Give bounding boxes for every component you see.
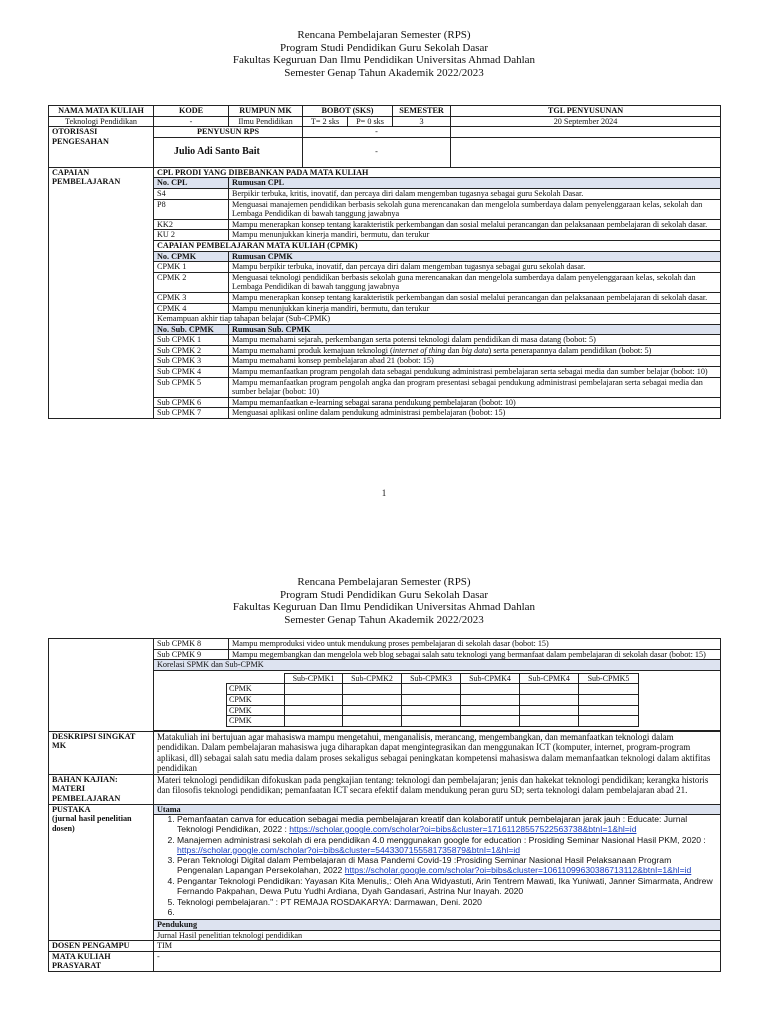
bahan-label: BAHAN KAJIAN: MATERI PEMBELAJARAN: [49, 774, 154, 804]
page1-header: [0, 29, 768, 79]
pendukung-text: Jurnal Hasil penelitian teknologi pendidikan: [154, 930, 721, 941]
cpl-title: CPL PRODI YANG DIBEBANKAN PADA MATA KULIAH: [154, 167, 721, 178]
program-name: Program Studi Pendidikan Guru Sekolah Dasar: [279, 41, 489, 54]
course-date: 20 September 2024: [451, 116, 721, 127]
reference-list: [157, 815, 717, 918]
page-number: 1: [381, 488, 387, 498]
faculty-name: Fakultas Keguruan Dan Ilmu Pendidikan Universitas Ahmad Dahlan: [232, 601, 536, 613]
capaian-label: CAPAIAN PEMBELAJARAN: [49, 167, 154, 418]
korelasi-table: [226, 673, 639, 727]
otorisasi-empty-2: [451, 137, 721, 167]
korelasi-row: CPMK: [227, 716, 285, 727]
deskripsi-text: Matakuliah ini bertujuan agar mahasiswa mampu mengetahui, menganalisis, merancang, mengembangkan, dan memanfaatkan teknologi dalam pendidikan. Dalam pembelajaran mahasiswa juga diharapkan dapat mengintegrasikan dan menggunakan ICT (komputer, internet, program-program aplikasi, dll) sebagai salah satu media dalam proses sekaligus sebagai peningkatan kompetensi mahasiswa dalam memanfaatkan teknologi dalam aktifitas pendidikan: [154, 731, 721, 774]
korelasi-row: CPMK: [227, 694, 285, 705]
header-nama-mk: NAMA MATA KULIAH: [49, 106, 154, 117]
prasyarat-label: MATA KULIAH PRASYARAT: [49, 951, 154, 971]
cpl-no: KK2: [154, 219, 229, 230]
penyusun-label: PENYUSUN RPS: [154, 127, 303, 138]
sub-cpmk-no: Sub CPMK 1: [154, 335, 229, 346]
sub-cpmk-text: Mampu memahami sejarah, perkembangan serta potensi teknologi dalam pendidikan di masa datang (bobot: 5): [229, 335, 721, 346]
korelasi-col: Sub-CPMK5: [579, 673, 639, 684]
otorisasi-label: OTORISASI PENGESAHAN: [49, 127, 154, 168]
cpmk-text: Mampu menunjukkan kinerja mandiri, bermutu, dan terukur: [229, 303, 721, 314]
semester-label: Semester Genap Tahun Akademik 2022/2023: [284, 613, 484, 626]
korelasi-title: Korelasi SPMK dan Sub-CPMK: [154, 660, 721, 671]
korelasi-col: Sub-CPMK4: [461, 673, 520, 684]
reference-item: 3. Peran Teknologi Digital dalam Pembelajaran di Masa Pandemi Covid-19 :Prosiding Seminar Nasional Hasil Pelaksanaan Program Pengenalan Lapangan Persekolahan, 2022 https://scholar.google.com/scholar?oi=bibs&cluster=10611099630386713112&btnI=1&hl=id: [177, 856, 717, 876]
sub2-italic-bigdata: big data: [461, 345, 489, 355]
reference-item: 5. Teknologi pembelajaran." : PT REMAJA ROSDAKARYA: Darmawan, Deni. 2020: [177, 898, 717, 908]
pendukung-label: Pendukung: [154, 920, 721, 931]
sub-cpmk-text: Mampu megembangkan dan mengelola web blog sebagai salah satu teknologi yang bermanfaat dalam pembelajaran di sekolah dasar (bobot: 15): [229, 649, 721, 660]
deskripsi-label: DESKRIPSI SINGKAT MK: [49, 731, 154, 774]
sub-cpmk-text: Mampu memanfaatkan program pengolah data sebagai pendukung administrasi pembelajaran serta sebagai media dan sumber belajar (bobot: 10): [229, 367, 721, 378]
semester-label: Semester Genap Tahun Akademik 2022/2023: [284, 66, 484, 79]
course-code: -: [154, 116, 229, 127]
sub-cpmk-text: Mampu memproduksi video untuk mendukung proses pembelajaran di sekolah dasar (bobot: 15): [229, 639, 721, 650]
bahan-text: Materi teknologi pendidikan difokuskan pada pengkajian tentang: teknologi dan pembelajaran; jenis dan hakekat teknologi pendidikan; kerangka historis dan filosofis teknologi pendidikan; pemanfaatan ICT secara efektif dalam mendukung peran guru SD; serta teknologi dalam pembelajaran abad 21.: [154, 774, 721, 804]
cpl-no: S4: [154, 188, 229, 199]
sub-cpmk-no: Sub CPMK 7: [154, 408, 229, 419]
course-bobot-t: T= 2 sks: [303, 116, 348, 127]
doc-title: Rencana Pembelajaran Semester (RPS): [297, 576, 471, 588]
reference-link[interactable]: https://scholar.google.com/scholar?oi=bibs&cluster=5443307155581735879&btnI=1&hl=id: [177, 844, 521, 855]
prasyarat-value: -: [154, 951, 721, 971]
cpmk-text: Mampu berpikir terbuka, inovatif, dan percaya diri dalam mengemban tugasnya sebagai guru sekolah dasar.: [229, 262, 721, 273]
header-rumpun: RUMPUN MK: [229, 106, 303, 117]
reference-item: [177, 908, 717, 918]
cpl-no: P8: [154, 199, 229, 219]
sub-cpmk-text: [229, 345, 721, 356]
cpl-col-rumusan: Rumusan CPL: [229, 178, 721, 189]
sub-cpmk-text: Mampu memanfaatkan e-learning sebagai sarana pendukung pembelajaran (bobot: 10): [229, 397, 721, 408]
sub-cpmk-text: Mampu memahami konsep pembelajaran abad 21 (bobot: 15): [229, 356, 721, 367]
header-kode: KODE: [154, 106, 229, 117]
dosen-label: DOSEN PENGAMPU: [49, 941, 154, 952]
header-tgl: TGL PENYUSUNAN: [451, 106, 721, 117]
reference-link[interactable]: https://scholar.google.com/scholar?oi=bibs&cluster=10611099630386713112&btnI=1&hl=id: [344, 865, 692, 876]
cpmk-col-rumusan: Rumusan CPMK: [229, 251, 721, 262]
course-semester: 3: [393, 116, 451, 127]
cpl-no: KU 2: [154, 230, 229, 241]
course-name: Teknologi Pendidikan: [49, 116, 154, 127]
cpmk-title: CAPAIAN PEMBELAJARAN MATA KULIAH (CPMK): [154, 240, 721, 251]
sub-col-no: No. Sub. CPMK: [154, 324, 229, 335]
sub-cpmk-no: Sub CPMK 4: [154, 367, 229, 378]
cpmk-text: Menguasai teknologi pendidikan berbasis sekolah guna merencanakan dan mengelola sumberdaya dalam penyelenggaraan kelas, sekolah dan Lembaga Pendidikan di bawah tanggung jawabnya: [229, 272, 721, 292]
cpl-text: Mampu menerapkan konsep tentang karakteristik perkembangan dan sosial melalui perancangan dan pelaksanaan pembelajaran di sekolah dasar.: [229, 219, 721, 230]
reference-item: 4. Pengantar Teknologi Pendidikan: Yayasan Kita Menulis,: Oleh Ana Widyastuti, Arin Tentrem Mawati, Ika Yuniwati, Janner Simarmata, Andrew Fernando Pakpahan, Dewa Putu Yudhi Ardiana, Dyah Gandasari, Astrina Nur Inayah. 2020: [177, 877, 717, 897]
sub-cpmk-no: Sub CPMK 8: [154, 639, 229, 650]
rps-table-page1: [48, 105, 721, 419]
reference-link[interactable]: https://scholar.google.com/scholar?oi=bibs&cluster=17161128557522563738&btnI=1&hl=id: [289, 823, 637, 834]
penyusun-name: Julio Adi Santo Bait: [154, 137, 303, 167]
doc-title: Rencana Pembelajaran Semester (RPS): [297, 29, 471, 41]
reference-item: 1. Pemanfaatan canva for education sebagai media pembelajaran kreatif dan kolaboratif untuk pembelajaran jarak jauh : Educate: Jurnal Teknologi Pendidikan, 2022 : https://scholar.google.com/scholar?oi=bibs&cluster=17161128557522563738&btnI=1&hl=id: [177, 815, 717, 835]
page2-header: [0, 576, 768, 626]
korelasi-corner: [227, 673, 285, 684]
sub-cpmk-no: Sub CPMK 9: [154, 649, 229, 660]
korelasi-col: Sub-CPMK4: [520, 673, 579, 684]
capaian-continued: [49, 639, 154, 732]
korelasi-cell: [154, 670, 721, 730]
korelasi-row: CPMK: [227, 705, 285, 716]
korelasi-col: Sub-CPMK3: [402, 673, 461, 684]
korelasi-col: Sub-CPMK2: [343, 673, 402, 684]
pustaka-label: PUSTAKA: [52, 804, 91, 814]
sub2-mid: dan: [445, 345, 462, 355]
korelasi-col: Sub-CPMK1: [285, 673, 343, 684]
sub-cpmk-no: Sub CPMK 2: [154, 345, 229, 356]
cpmk-no: CPMK 4: [154, 303, 229, 314]
pustaka-sublabel: (jurnal hasil penelitian dosen): [52, 814, 132, 833]
cpmk-no: CPMK 3: [154, 292, 229, 303]
course-bobot-p: P= 0 sks: [348, 116, 393, 127]
faculty-name: Fakultas Keguruan Dan Ilmu Pendidikan Universitas Ahmad Dahlan: [232, 54, 536, 66]
otorisasi-dash-2: -: [303, 137, 451, 167]
cpl-text: Menguasai manajemen pendidikan berbasis sekolah guna merencanakan dan mengelola sumberdaya dalam penyelenggaraan kelas, sekolah dan Lembaga Pendidikan di bawah tanggung jawabnya: [229, 199, 721, 219]
sub-cpmk-text: Menguasai aplikasi online dalam pendukung administrasi pembelajaran (bobot: 15): [229, 408, 721, 419]
sub2-post: ) serta penerapannya dalam pendidikan (bobot: 5): [488, 345, 652, 355]
sub-cpmk-no: Sub CPMK 5: [154, 377, 229, 397]
reference-item: 2. Manajemen administrasi sekolah di era pendidikan 4.0 menggunakan google for education : Prosiding Seminar Nasional Hasil PKM, 2020 : https://scholar.google.com/scholar?oi=bibs&cluster=5443307155581735879&btnI=1&hl=id: [177, 836, 717, 856]
otorisasi-empty-1: [451, 127, 721, 138]
program-name: Program Studi Pendidikan Guru Sekolah Dasar: [279, 588, 489, 601]
otorisasi-dash-1: -: [303, 127, 451, 138]
cpmk-no: CPMK 1: [154, 262, 229, 273]
cpl-col-no: No. CPL: [154, 178, 229, 189]
cpmk-no: CPMK 2: [154, 272, 229, 292]
course-rumpun: Ilmu Pendidikan: [229, 116, 303, 127]
sub2-pre: Mampu memahami produk kemajuan teknologi (: [232, 345, 393, 355]
cpmk-text: Mampu menerapkan konsep tentang karakteristik perkembangan dan sosial melalui perancangan dan pelaksanaan pembelajaran di sekolah dasar.: [229, 292, 721, 303]
pustaka-label-cell: [49, 804, 154, 941]
sub2-italic-iot: internet of thing: [392, 345, 446, 355]
sub-col-rumusan: Rumusan Sub. CPMK: [229, 324, 721, 335]
cpmk-col-no: No. CPMK: [154, 251, 229, 262]
dosen-value: TIM: [154, 941, 721, 952]
header-semester: SEMESTER: [393, 106, 451, 117]
references-cell: [154, 815, 721, 920]
sub-cpmk-no: Sub CPMK 6: [154, 397, 229, 408]
cpl-text: Berpikir terbuka, kritis, inovatif, dan percaya diri dalam mengemban tugasnya sebagai guru Sekolah Dasar.: [229, 188, 721, 199]
cpl-text: Mampu menunjukkan kinerja mandiri, bermutu, dan terukur: [229, 230, 721, 241]
korelasi-row: CPMK: [227, 684, 285, 695]
sub-cpmk-no: Sub CPMK 3: [154, 356, 229, 367]
utama-label: Utama: [154, 804, 721, 815]
sub-cpmk-text: Mampu memanfaatkan program pengolah angka dan program presentasi sebagai pendukung administrasi pembelajaran serta sebagai media dan sumber belajar (bobot: 10): [229, 377, 721, 397]
rps-table-page2: [48, 638, 721, 972]
kemampuan-akhir: Kemampuan akhir tiap tahapan belajar (Sub-CPMK): [154, 314, 721, 325]
header-bobot: BOBOT (SKS): [303, 106, 393, 117]
